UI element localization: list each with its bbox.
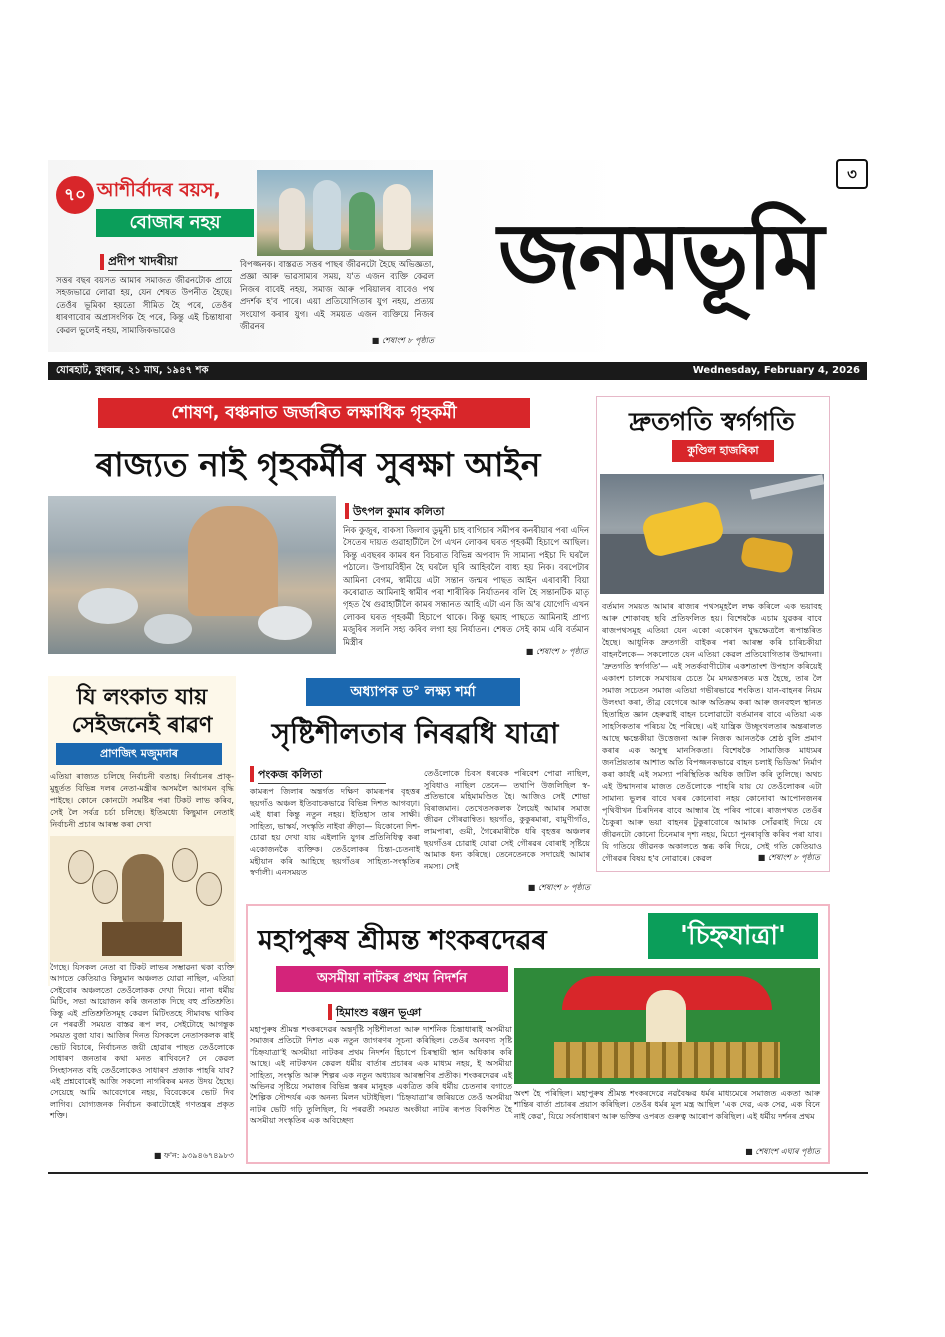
teaser-number-badge — [56, 176, 94, 214]
teaser-headline-line1[interactable]: আশীৰ্বাদৰ বয়স, — [97, 179, 221, 201]
illustration-speaker — [122, 854, 164, 924]
lead-author-bar — [345, 503, 349, 519]
left-col-headline-line1[interactable]: যি লংকাত যায় — [76, 685, 208, 710]
teaser-number: ৭০ — [63, 185, 87, 205]
dateline-right: Wednesday, February 4, 2026 — [692, 365, 860, 376]
teaser-headline-line2-text: বোজাৰ নহয় — [129, 212, 221, 233]
bottom-headline[interactable]: মহাপুৰুষ শ্ৰীমন্ত শংকৰদেৱৰ — [258, 925, 547, 956]
center-author-underline — [258, 783, 386, 784]
right-feature-body: বৰ্তমান সময়ত আমাৰ ৰাজ্যৰ পথসমূহলৈ লক্ষ কৰিলে এক ভয়াবহ আৰু শোকাবহ ছবি প্ৰতিফলিত হয়। বিশেষকৈ এচাম যুৱকৰ বাবে ৰাজপথসমূহ এতিয়া যেন একো একোখন যুদ্ধক্ষেত্ৰলৈ ৰূপান্তৰিত হৈছে। আধুনিক দ্ৰুতগতী বাইকৰ পৰা আৰম্ভ কৰি চাৰিচকীয়া বাহনলৈকে— সকলোতে যেন এতিয়া কেৱল প্ৰতিযোগিতাৰ উন্মাদনা। 'দ্ৰুতগতি স্বৰ্গগতি'— এই সতৰ্কবাণীটোৰ একশতাংশ উপহাস কৰিয়েই একাংশ চালকে সমখায়ৰ চেতে মৈ মদমত্তসৰত মত্ত হৈছে, তাৰ লৈ সমাজ সচেতন সমাজ এতিয়া গভীৰভাৱে শংকিত। যান-বাহনৰ নিয়ম উলংঘা কৰা, তীব্ৰ বেগেৰে আৰু অতিক্ৰম কৰা আৰু জনবহুল স্থানত হিতাহিত জ্ঞান হেৰুৱাই বাহন চলোৱাটো বৰ্তমানৰ বাবে এতিয়া এক সাহসিকতাৰ পৰিচয় হৈ পৰিছে। এই যান্ত্ৰিক উচ্ছৃংখলতাৰ অন্তৰালত আছে ক্ষন্তেকীয়া উত্তেজনা আৰু নিজক আনতকৈ শ্ৰেষ্ঠ বুলি প্ৰমাণ কৰাৰ এক অসুস্থ মানসিকতা। বিশেষকৈ সামাজিক মাধ্যমৰ জনপ্ৰিয়তাৰ আশাত অতি বিপজ্জনকভাৱে বাহন চলাই ভিডিঅ' নিৰ্মাণ কৰা কাৰ্যই এই সমস্যা পৰিস্থিতিক অধিক জটিল কৰি তুলিছে। অথচ এই উন্মাদনাৰ মাজত তেওঁলোকে পাহৰি যায় যে তেওঁলোকৰ এটা সামান্য ভুলৰ বাবে ঘৰৰ কোনোবা নহয় কোনোবা আপোনজনৰ পৃথিবীখন চিৰদিনৰ বাবে আন্ধাৰ হৈ পৰিব পাৰে। ৰাজপথত তেওঁৰ চৈকুৰা আৰু ভয়া বাহনৰ টুকুৰাবোৰে আমাক সোঁৱৰাই দিয়ে যে জীৱনটো কোনো চিনেমাৰ দৃশ্য নহয়, মিচো পুনৰাবৃত্তি কৰিব পৰা যাব। যি গতিয়ে জীৱনক অকালতে স্তব্ধ কৰি দিয়ে, সেই গতি কেতিয়াও গৌৰৱৰ বিষয় হ'ব নোৱাৰে। কেৱল — [602, 601, 822, 863]
bottom-author-underline — [336, 1021, 486, 1022]
lead-author-underline — [353, 520, 533, 521]
photo-figure — [279, 188, 305, 250]
right-feature-headline[interactable]: দ্ৰুতগতি স্বৰ্গগতি — [629, 407, 795, 436]
left-col-headline-line2[interactable]: সেইজনেই ৰাৱণ — [71, 713, 213, 738]
lead-kicker[interactable] — [98, 398, 530, 428]
teaser-photo-elderly-group — [257, 170, 433, 256]
bottom-author-bar — [328, 1004, 332, 1020]
bottom-headline-highlight-text: 'চিহ্নযাত্ৰা' — [680, 921, 786, 951]
politicians-masks-illustration — [50, 836, 234, 962]
center-col2: তেওঁলোকে চিবস ধৰবেক পৰিবেশ পোৱা নাছিল, সুবিধাও নাছিল তেনে— তথাপি উজলিছিল স্ব-প্ৰতিভাৰে মহিমামণ্ডিত হৈ। আজিও সেই শোভা বিৰাজমান। তেখেতসকলক লৈয়েই আমাৰ সমাজ জীৱন গৌৰৱান্বিত। ছয়গাঁও, কুকুৰমাৰা, বামুণীগাঁও, লামপাৰা, গুমী, গৈৰেমাৰীকৈ ধৰি বৃহত্তৰ অঞ্চলৰ ছয়গাঁওৰ চোৱাই যোৱা সেই গৌৰৱৰ বোৰাই সৃষ্টিয়ে আমাক ধন্য কৰিছে। তেনেতেনকে সদায়েই আমাৰ নমস্য। সেই — [424, 769, 590, 871]
center-author: পংকজ কলিতা — [258, 768, 323, 781]
bottom-body: মহাপুৰুষ শ্ৰীমন্ত শংকৰদেৱৰ অন্তৰ্দৃষ্টি সৃষ্টিশীলতা আৰু দাৰ্শনিক চিন্তাধাৰাই অসমীয়া সমাজৰ প্ৰতিটো দিশত এক নতুন জাগৰণৰ সূচনা কৰিছিল। তেওঁৰ অনবদ্য সৃষ্টি 'চিহ্নযাত্ৰা'ই অসমীয়া নাটকৰ প্ৰথম নিদৰ্শন হিচাপে চিৰস্থায়ী স্থান অধিকাৰ কৰি আছে। এই নাটকখন কেৱল ধৰ্মীয় বাৰ্তাৰ প্ৰচাৰৰ এক মাধ্যম নহয়, ই অসমীয়া সাহিত্য, সংস্কৃতি আৰু শিল্পৰ এক নতুন অধ্যায়ৰ আৰম্ভণিৰ প্ৰতীক। শংকৰদেৱৰ এই অভিনৱ সৃষ্টিয়ে সমাজৰ বিভিন্ন স্তৰৰ মানুহক একত্ৰিত কৰি ধৰ্মীয় চেতনাৰ বগাতে শৈল্পিক সৌন্দৰ্যৰ এক অনন্য মিলন ঘটাইছিল। 'চিহ্নযাত্ৰা'ৰ জৰিয়তে তেওঁ অসমীয়া নাটৰ ভেটি গঢ়ি তুলিছিল, যি পৰৱৰ্তী সময়ত অংকীয়া নাটৰ ৰূপত বিকশিত হৈ অসমীয়া সংস্কৃতিৰ এক অবিচ্ছেদ্য — [250, 1025, 512, 1126]
left-col-phone: ■ ফ'ন: ৯৩৯৪৬৭৪৯৮৩ — [153, 1151, 234, 1160]
teaser-headline-line2[interactable] — [96, 209, 254, 237]
masthead-title[interactable]: জনমভূমি — [497, 202, 823, 310]
illustration-pillars — [554, 1042, 780, 1078]
illustration-mask — [68, 850, 94, 884]
center-author-bar — [250, 766, 254, 782]
illustration-bridge — [750, 474, 824, 499]
right-feature-continued[interactable]: ■ শেষাংশ ৮ পৃষ্ঠাত — [757, 853, 820, 862]
left-col-body-bottom: গৈছে। যিসকল নেতা বা টিকট লাভৰ সম্ভাৱনা থকা ব্যক্তি আগতে কেতিয়াও কিছুমান অঞ্চলত যোৱা নাছিল, এতিয়া সেইবোৰ অঞ্চলতো তেওঁলোকক দেখা দিয়ে। নানা ধৰ্মীয় মিটিং, সভা আয়োজন কৰি জনতাক দিছে বহু প্ৰতিশ্ৰুতি। কিন্তু এই প্ৰতিশ্ৰুতিসমূহ কেৱল মিটিংতহে সীমাবদ্ধ থাকিব নে পৰৱৰ্তী সময়ত বাস্তৱ ৰূপ লব, সেইটোহে আগন্তুক সময়ত বুজা যাব। আজিৰ দিনত যিসকলে নেতাসকলক ৰাই ভোট বিচাৰে, নিৰ্বাচনত জয়ী হোৱাৰ পাছত তেওঁলোকে সাধাৰণ জনতাৰ কথা মনত ৰাখিবনে? নে কেৱল সিংহাসনত বহি তেওঁলোকেও সাধাৰণ প্ৰজাক পাহৰি যাব? এই প্ৰশ্নবোৰেই আজি সকলো নাগৰিকৰ মনত উদয় হৈছে। সেয়েহে আমি আবেগেৰে নহয়, বিবেকেৰে ভোট দিব লাগিব। যোগ্যজনক নিৰ্বাচন কৰাটোহেই গণতন্ত্ৰৰ প্ৰকৃত শক্তি। — [50, 962, 234, 1148]
right-feature-author: কুণ্ডিল হাজৰিকা — [687, 444, 759, 457]
photo-utensil — [78, 588, 138, 624]
center-kicker[interactable] — [306, 678, 520, 706]
lead-continued[interactable]: ■ শেষাংশ ৮ পৃষ্ঠাত — [525, 647, 588, 656]
photo-utensil — [258, 606, 312, 640]
lead-author: উৎপল কুমাৰ কলিতা — [353, 505, 445, 518]
center-kicker-text: অধ্যাপক ড° লক্ষ্য শৰ্মা — [350, 684, 476, 700]
photo-figure — [349, 192, 375, 250]
illustration-mask — [196, 872, 222, 906]
teaser-author-bar — [100, 254, 104, 270]
bottom-kicker[interactable] — [276, 966, 508, 992]
center-col1: কামৰূপ জিলাৰ অন্তৰ্গত দক্ষিণ কামৰূপৰ বৃহত্তৰ ছয়গাঁও অঞ্চল ইতিবাচকভাৱে বিভিন্ন দিশত আগবঢ়া। এই ধাৰা কিন্তু নতুন নহয়। ইতিহাস তাৰ সাক্ষী। সাহিত্য, ভাস্কৰ্য, সংস্কৃতি নাইবা ক্ৰীড়া— যিকোনো দিশ-চোৱা হয় দেখা যায় এইলানি যুগৰ প্ৰতিনিধিত্ব কৰা একোজনকৈ ব্যক্তিক। তেওঁলোকৰ চিন্তা-চেতনাই মহীয়ান কৰি আহিছে ছয়গাঁওৰ সাহিত্য-সংস্কৃতিৰ স্বৰ্ণালী। এনসময়ত — [250, 787, 420, 878]
chihnayatra-illustration — [514, 968, 820, 1084]
photo-figure — [313, 180, 341, 250]
center-continued[interactable]: ■ শেষাংশ ৮ পৃষ্ঠাত — [527, 883, 590, 892]
lead-body: নিক কুজুৰ, বাকসা জিলাৰ ডুমুনী চাহ বাগিচাৰ সমীপৰ কনৰীয়াৰ পৰা এদিন সৈতেৰ দায়ত গুৱাহাটীলৈ গৈ এখন লোকৰ ঘৰত গৃহকৰ্মী হিচাপে আছিল। কিন্তু এবছৰৰ কামৰ ধন বিচৰাত বিভিন্ন অপবাদ দি সামান্য পইচা দি ঘৰলৈ পঠালে। উপায়বিহীন হৈ ঘৰলৈ ঘূৰি আহিবলৈ বাধ্য হয় নিক। বৰপেটাৰ আমিনা বেগম, স্বামীয়ে এটা সন্তান জন্মৰ পাছত আইন এৰাবাৰী বিয়া কৰোৱাত আমিনাই স্বামীৰ পৰা শাৰীৰিক নিৰ্যাতনৰ বলি হৈ সন্তানটিক মাতৃ গৃহত থৈ গুৱাহাটীলৈ কামৰ সন্ধানত আহি এটা এন জি অ'ৰ যোগেদি এখন লোকৰ ঘৰত গৃহকৰ্মী হিচাপে থাকে। কিন্তু ছমাহ পাছতে আমিনাই প্ৰাপ্য মজুৰিৰ সলনি সহ্য কৰিব লগা হয় নিৰ্যাতন। শেষত সেই কাম এৰি বৰ্তমান মিস্ত্ৰীৰ — [343, 525, 589, 647]
lead-kicker-text: শোষণ, বঞ্চনাত জৰ্জৰিত লক্ষাধিক গৃহকৰ্মী — [171, 403, 457, 423]
left-col-author-badge — [56, 743, 222, 765]
bottom-kicker-text: অসমীয়া নাটকৰ প্ৰথম নিদৰ্শন — [317, 971, 467, 986]
teaser-author: প্ৰদীপ খাদৰীয়া — [108, 254, 178, 268]
bottom-continued[interactable]: ■ শেষাংশ এঘাৰ পৃষ্ঠাত — [745, 1147, 820, 1156]
photo-worker-figure — [188, 506, 278, 616]
illustration-podium — [102, 922, 182, 956]
teaser-col1: সত্তৰ বছৰ বয়সত আমাৰ সমাজত জীৱনটোক প্ৰায়ে সহজভাৱে লোৱা হয়, যেন শেষত উপনীত হৈছে। তেওঁৰ ভূমিকা হয়তো সীমিত হৈ পৰে, তেওঁৰ ধাৰণাবোৰ অপ্ৰাসংগিক হৈ পৰে, কিন্তু এই চিন্তাধাৰা কেৱল ভুলেই নহয়, সামাজিকভাৱেও — [56, 275, 232, 335]
bottom-headline-highlight[interactable] — [648, 913, 818, 959]
bottom-body-right: অংশ হৈ পৰিছিল। মহাপুৰুষ শ্ৰীমন্ত শংকৰদেৱে নৱবৈষ্ণৱ ধৰ্মৰ মাধ্যমেৰে সমাজত একতা আৰু শান্তিৰ বাৰ্তা প্ৰচাৰৰ প্ৰয়াস কৰিছিল। তেওঁৰ ধৰ্মৰ মূল মন্ত্ৰ আছিল 'এক দেৱ, এক সেৱ, এক বিনে নাই কেৱ', যিয়ে সৰ্বসাধাৰণ আৰু ভক্তিৰ ওপৰত গুৰুত্ব আৰোপ কৰিছিল। এই ধৰ্মীয় দৰ্শনৰ প্ৰথম — [514, 1089, 820, 1121]
left-col-author: প্ৰাণজিৎ মজুমদাৰ — [100, 747, 178, 760]
illustration-performer — [646, 990, 686, 1046]
teaser-author-underline — [108, 270, 232, 271]
photo-figure — [383, 184, 411, 250]
illustration-mask — [92, 870, 118, 904]
teaser-col2: বিপজ্জনক। বাস্তৱত সত্তৰ পাছৰ জীৱনটো হৈছে অভিজ্ঞতা, প্ৰজ্ঞা আৰু ভাৱসাম্যৰ সময়, য'ত এজন ব্যক্তি কেৱল নিজৰ বাবেই নহয়, সমাজ আৰু পৰিয়ালৰ বাবেও পথ প্ৰদৰ্শক হ'ব পাৰে। এয়া প্ৰতিযোগিতাৰ যুগ নহয়, প্ৰত্যয় সংযোগ কৰাৰ যুগ। এই সময়ত এজন ব্যক্তিয়ে নিজৰ জীৱনৰ — [240, 259, 434, 332]
right-feature-author-badge — [672, 440, 774, 462]
photo-utensil — [144, 614, 192, 644]
page-number-box — [836, 159, 868, 189]
dateline-left: যোৰহাট, বুধবাৰ, ২১ মাঘ, ১৯৪৭ শক — [56, 365, 209, 376]
lead-headline[interactable]: ৰাজ্যত নাই গৃহকৰ্মীৰ সুৰক্ষা আইন — [95, 445, 541, 484]
crash-illustration — [600, 474, 824, 594]
page-number: ৩ — [847, 165, 857, 183]
bottom-author: হিমাংশু ৰঞ্জন ভূঞা — [336, 1006, 422, 1019]
center-headline[interactable]: সৃষ্টিশীলতাৰ নিৰৱধি যাত্ৰা — [271, 717, 559, 750]
lead-photo-domestic-worker — [48, 496, 336, 654]
illustration-mask — [172, 848, 198, 882]
footer-rule — [48, 1172, 868, 1174]
teaser-continued[interactable]: ■ শেষাংশ ৮ পৃষ্ঠাত — [371, 336, 434, 345]
left-col-body-top: এতিয়া ৰাজ্যত চলিছে নিৰ্বাচনী বতাহ। নিৰ্বাচনৰ প্ৰাক্-মুহূৰ্তত বিভিন্ন দলৰ নেতা-মন্ত্ৰীৰ অসমলৈ আগমন বৃদ্ধি পাইছে। কোনে কোনটো সমষ্টিৰ পৰা টিকট লাভ কৰিব, সেই লৈ সৰ্বত্ৰ চৰ্চা চলিছে। ইতিমধ্যে কিছুমান নেতাই নিৰ্বাচনী প্ৰচাৰ আৰম্ভ কৰা দেখা — [50, 771, 234, 829]
